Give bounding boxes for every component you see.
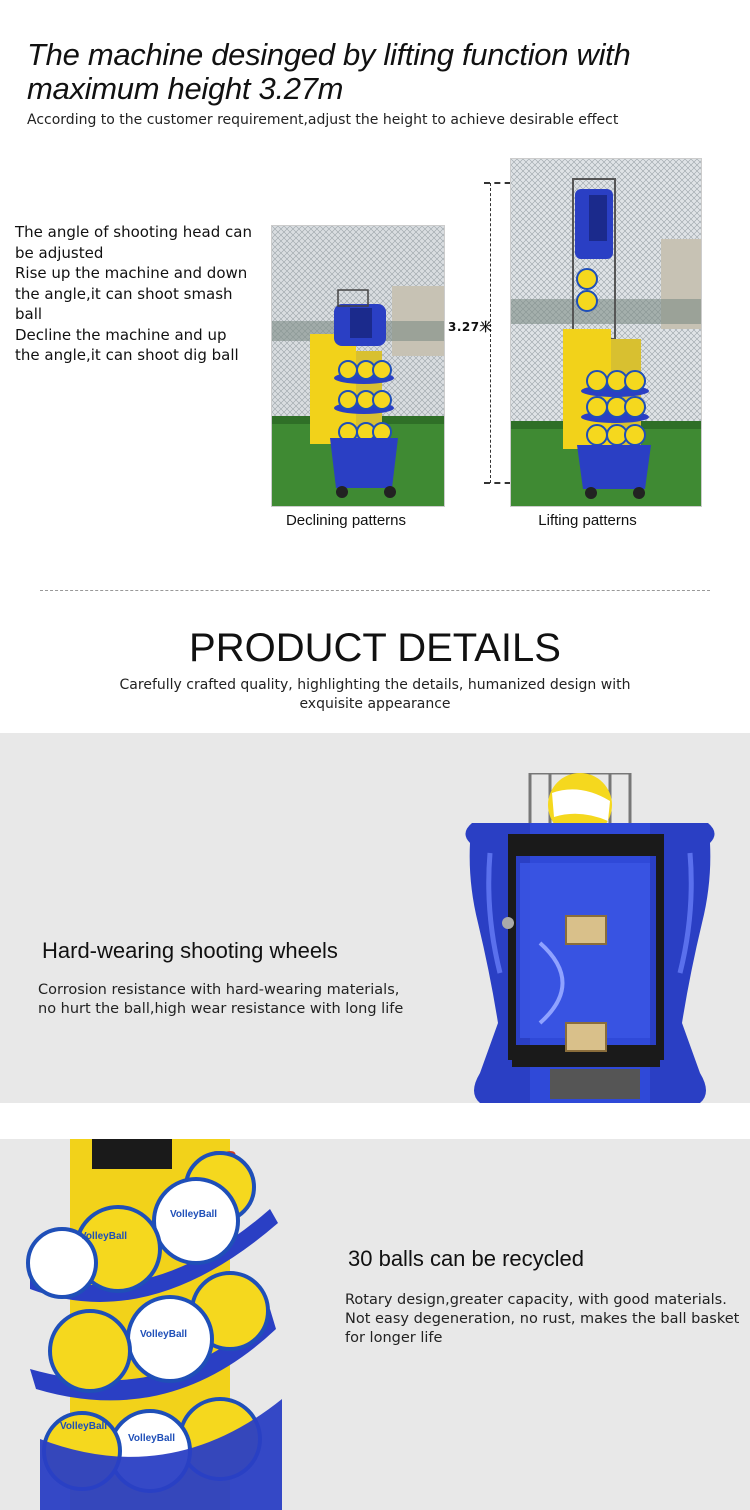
shooting-head-illustration — [460, 773, 720, 1103]
feature-2-text — [345, 1291, 740, 1348]
product-details-subtitle: Carefully crafted quality, highlighting the details, humanized design with exquisite appearance — [119, 677, 631, 712]
declining-pattern-photo — [271, 225, 445, 507]
intro-description — [15, 222, 255, 366]
title-line-2: maximum height 3.27m — [27, 71, 344, 106]
feature-2-title: 30 balls can be recycled — [348, 1246, 585, 1271]
ball-label: VolleyBall — [170, 1209, 218, 1220]
page-subtitle: According to the customer requirement,adjust the height to achieve desirable effect — [27, 112, 619, 128]
feature-ball-recycling — [0, 1139, 750, 1510]
lifting-pattern-photo — [510, 158, 702, 507]
feature-1-text — [38, 981, 438, 1019]
ball-label: VolleyBall — [60, 1421, 108, 1432]
lifting-ball-stack — [581, 371, 649, 445]
height-label: 3.27米 — [448, 320, 493, 334]
section-divider — [40, 590, 710, 591]
feature-2-text-line-3: for longer life — [345, 1330, 443, 1346]
feature-1-text-line-2: no hurt the ball,high wear resistance with long life — [38, 1001, 404, 1017]
product-details-title: PRODUCT DETAILS — [189, 626, 561, 670]
intro-line-2: Rise up the machine and down the angle,it can shoot smash ball — [15, 264, 248, 323]
lifting-caption: Lifting patterns — [538, 512, 637, 529]
ball-label: VolleyBall — [140, 1329, 188, 1340]
feature-1-title: Hard-wearing shooting wheels — [42, 938, 338, 963]
ball-label: VolleyBall — [128, 1433, 176, 1444]
intro-line-1: The angle of shooting head can be adjusted — [15, 223, 252, 262]
declining-caption: Declining patterns — [285, 512, 407, 529]
intro-line-3: Decline the machine and up the angle,it can shoot dig ball — [15, 325, 239, 364]
feature-shooting-wheels — [0, 733, 750, 1103]
declining-machine-illustration — [272, 226, 444, 506]
feature-2-text-line-1: Rotary design,greater capacity, with good materials. — [345, 1292, 727, 1308]
declining-ball-stack — [334, 361, 394, 441]
title-line-1: The machine desinged by lifting function with — [27, 37, 631, 72]
feature-2-text-line-2: Not easy degeneration, no rust, makes the ball basket — [345, 1311, 740, 1327]
feature-1-text-line-1: Corrosion resistance with hard-wearing materials, — [38, 982, 400, 998]
upper-shooting-wheel — [566, 916, 606, 944]
ball-basket-illustration — [20, 1139, 320, 1510]
lifting-machine-illustration — [511, 159, 701, 506]
ball-label: VolleyBall — [80, 1231, 128, 1242]
lower-shooting-wheel — [566, 1023, 606, 1051]
page-title — [27, 38, 727, 106]
